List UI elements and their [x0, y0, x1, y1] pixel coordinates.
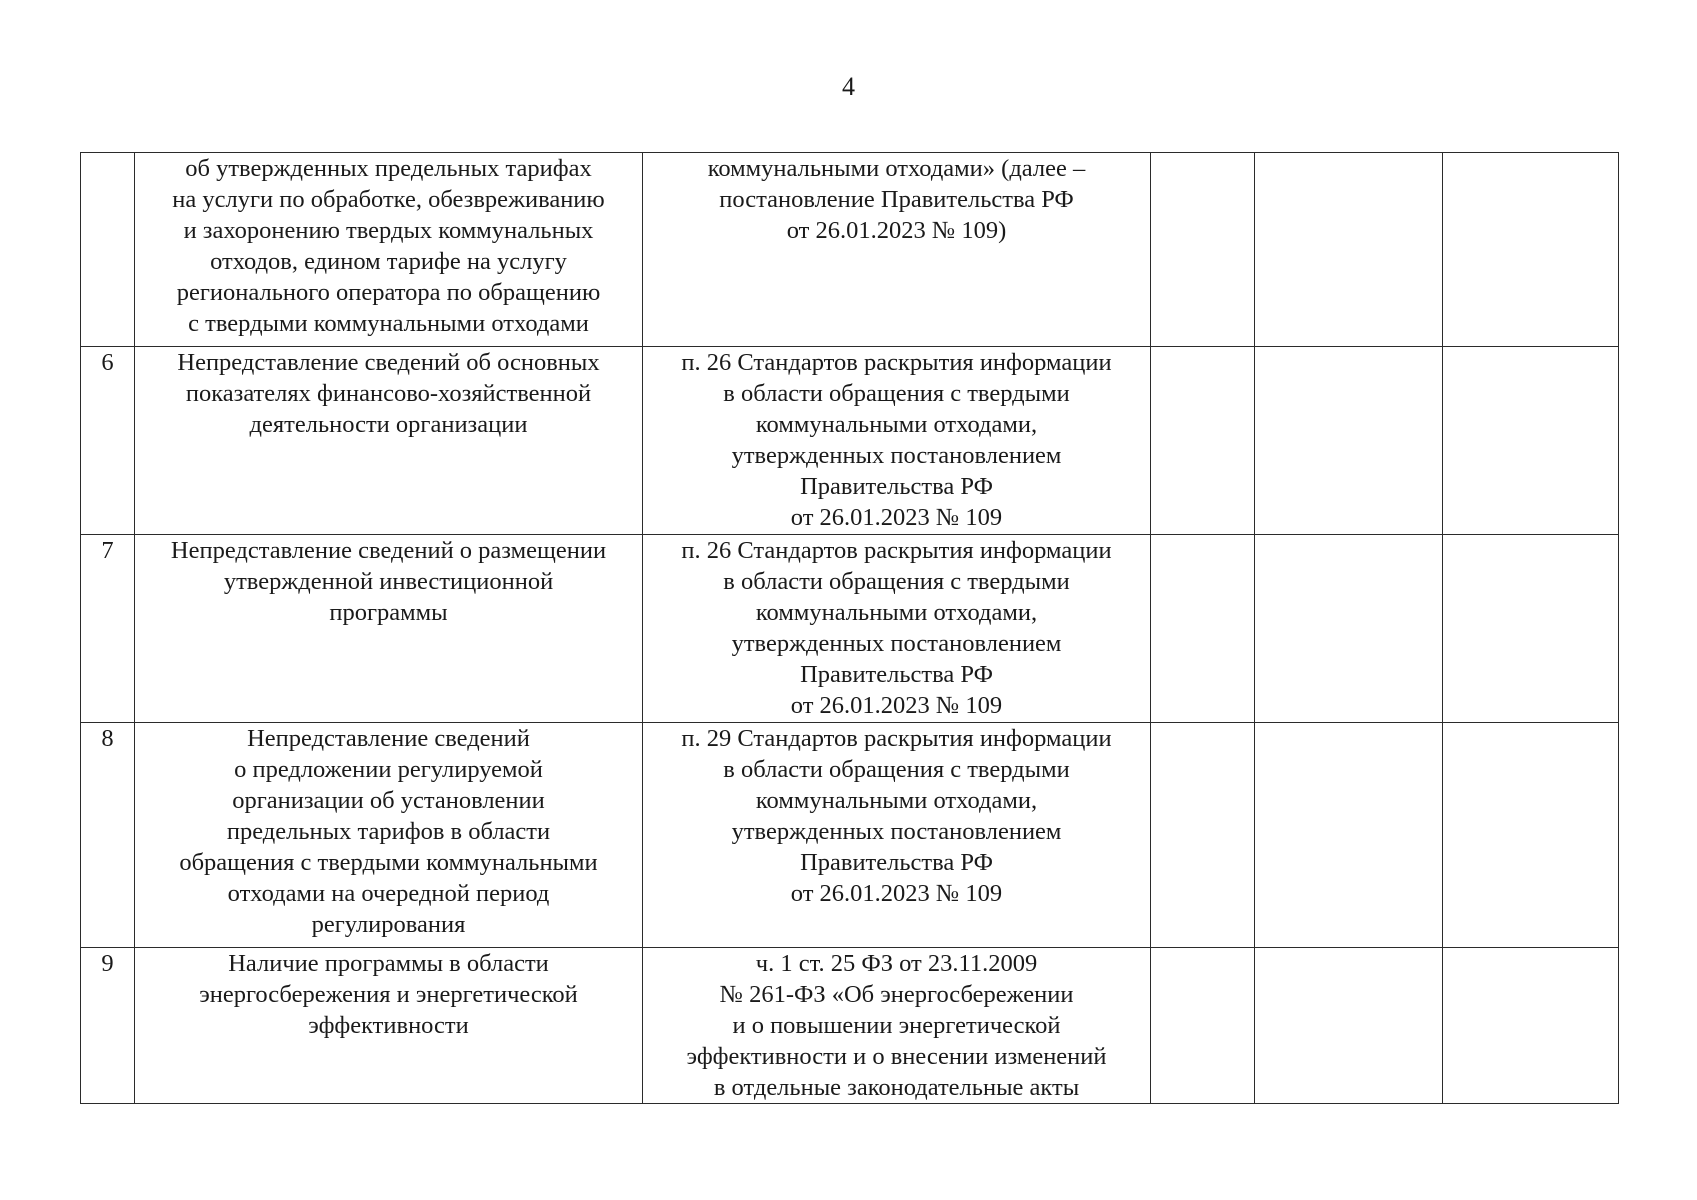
table-row: [81, 153, 1619, 347]
empty-cell: [1151, 948, 1255, 1104]
description-text: об утвержденных предельных тарифах на услуги по обработке, обезвреживанию и захоронению твердых коммунальных отходов, едином тарифе на услугу регионального оператора по обращению с твердыми коммунальными отходами: [172, 155, 605, 337]
legal-basis: [643, 948, 1151, 1104]
row-number: 9: [81, 948, 135, 1104]
row-number: [81, 153, 135, 347]
table-row: [81, 723, 1619, 948]
row-number: 7: [81, 535, 135, 723]
legal-basis: [643, 347, 1151, 535]
empty-cell: [1255, 723, 1443, 948]
empty-cell: [1443, 347, 1619, 535]
legal-basis: [643, 535, 1151, 723]
description-text: Непредставление сведений о размещении утвержденной инвестиционной программы: [170, 537, 607, 626]
empty-cell: [1255, 948, 1443, 1104]
description-text: Непредставление сведений о предложении регулируемой организации об установлении предельных тарифов в области обращения с твердыми коммунальными отходами на очередной период регулирования: [179, 725, 598, 938]
basis-text: п. 26 Стандартов раскрытия информации в области обращения с твердыми коммунальными отходами, утвержденных постановлением Правительства РФ от 26.01.2023 № 109: [681, 349, 1112, 531]
row-number: 6: [81, 347, 135, 535]
table-row: [81, 948, 1619, 1104]
legal-basis: [643, 153, 1151, 347]
empty-cell: [1443, 948, 1619, 1104]
basis-text: коммунальными отходами» (далее – постановление Правительства РФ от 26.01.2023 № 109): [707, 155, 1086, 244]
basis-text: п. 29 Стандартов раскрытия информации в области обращения с твердыми коммунальными отходами, утвержденных постановлением Правительства РФ от 26.01.2023 № 109: [681, 725, 1112, 907]
empty-cell: [1151, 723, 1255, 948]
basis-text: п. 26 Стандартов раскрытия информации в области обращения с твердыми коммунальными отходами, утвержденных постановлением Правительства РФ от 26.01.2023 № 109: [681, 537, 1112, 719]
empty-cell: [1151, 535, 1255, 723]
violation-description: [135, 535, 643, 723]
violation-description: [135, 347, 643, 535]
violations-table: [80, 152, 1619, 1104]
empty-cell: [1151, 347, 1255, 535]
empty-cell: [1255, 153, 1443, 347]
table-row: [81, 535, 1619, 723]
violation-description: [135, 723, 643, 948]
table-row: [81, 347, 1619, 535]
empty-cell: [1443, 153, 1619, 347]
empty-cell: [1255, 535, 1443, 723]
empty-cell: [1443, 723, 1619, 948]
empty-cell: [1255, 347, 1443, 535]
violation-description: [135, 153, 643, 347]
description-text: Непредставление сведений об основных показателях финансово-хозяйственной деятельности организации: [177, 349, 600, 438]
page-number: 4: [842, 72, 855, 101]
empty-cell: [1443, 535, 1619, 723]
violation-description: [135, 948, 643, 1104]
legal-basis: [643, 723, 1151, 948]
empty-cell: [1151, 153, 1255, 347]
description-text: Наличие программы в области энергосбережения и энергетической эффективности: [199, 950, 578, 1039]
row-number: 8: [81, 723, 135, 948]
basis-text: ч. 1 ст. 25 ФЗ от 23.11.2009 № 261-ФЗ «Об энергосбережении и о повышении энергетической эффективности и о внесении изменений в отдельные законодательные акты: [686, 950, 1107, 1101]
